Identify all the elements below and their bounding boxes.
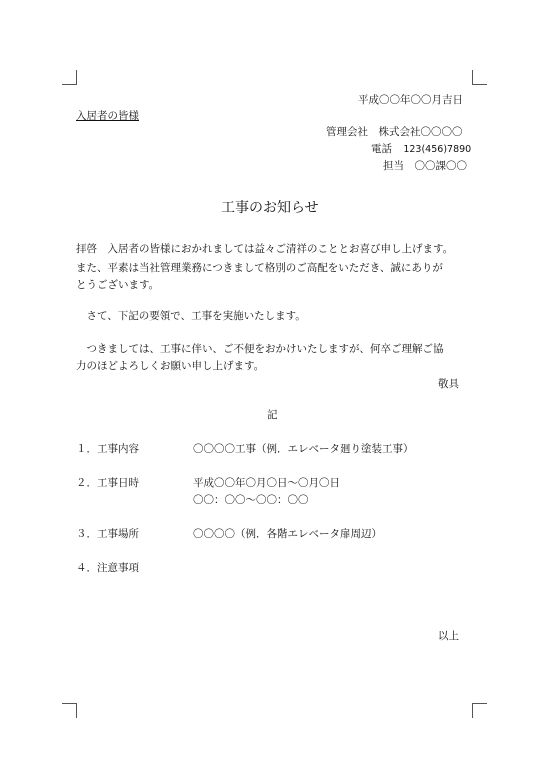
- issue-date: 平成〇〇年〇〇月吉日: [358, 94, 463, 106]
- crop-mark-bottom-left: [62, 703, 77, 718]
- contact-person: 担当 〇〇課〇〇: [383, 160, 467, 172]
- phone-label: 電話: [371, 143, 392, 155]
- body-para2: さて、下記の要領で、工事を実施いたします。: [76, 310, 306, 322]
- phone-line: [371, 141, 471, 156]
- item-label: １．工事内容: [76, 443, 139, 455]
- item-value: 〇〇〇〇工事（例．エレベータ廻り塗装工事）: [193, 443, 414, 455]
- page-title: 工事のお知らせ: [221, 200, 319, 216]
- end-ijou: 以上: [438, 630, 459, 642]
- phone-value: 123(456)7890: [403, 144, 472, 155]
- body-para1-line3: とうございます。: [76, 279, 160, 291]
- item-value: 平成〇〇年〇月〇日～〇月〇日: [193, 477, 340, 489]
- item-value: 〇〇〇〇（例．各階エレベータ扉周辺）: [193, 528, 382, 540]
- crop-mark-top-left: [62, 70, 77, 85]
- ki-heading: 記: [267, 409, 278, 421]
- body-para3-line2: 力のほどよろしくお願い申し上げます。: [76, 360, 265, 372]
- body-para3-line1: つきましては、工事に伴い、ご不便をおかけいたしますが、何卒ご理解ご協: [76, 343, 444, 355]
- sender-company: 管理会社 株式会社〇〇〇〇: [326, 126, 463, 138]
- crop-mark-top-right: [472, 70, 487, 85]
- item-label: ３．工事場所: [76, 528, 139, 540]
- body-para1-line2: また、平素は当社管理業務につきまして格別のご高配をいただき、誠にありが: [76, 262, 443, 274]
- body-para1-line1: 拝啓 入居者の皆様におかれましては益々ご清祥のこととお喜び申し上げます。: [76, 243, 454, 255]
- recipient: 入居者の皆様: [76, 110, 139, 122]
- item-label: ４．注意事項: [76, 562, 139, 574]
- item-label: ２．工事日時: [76, 477, 139, 489]
- closing-keigu: 敬具: [438, 378, 459, 390]
- crop-mark-bottom-right: [472, 703, 487, 718]
- item-value-2: 〇〇：〇〇～〇〇：〇〇: [193, 494, 309, 506]
